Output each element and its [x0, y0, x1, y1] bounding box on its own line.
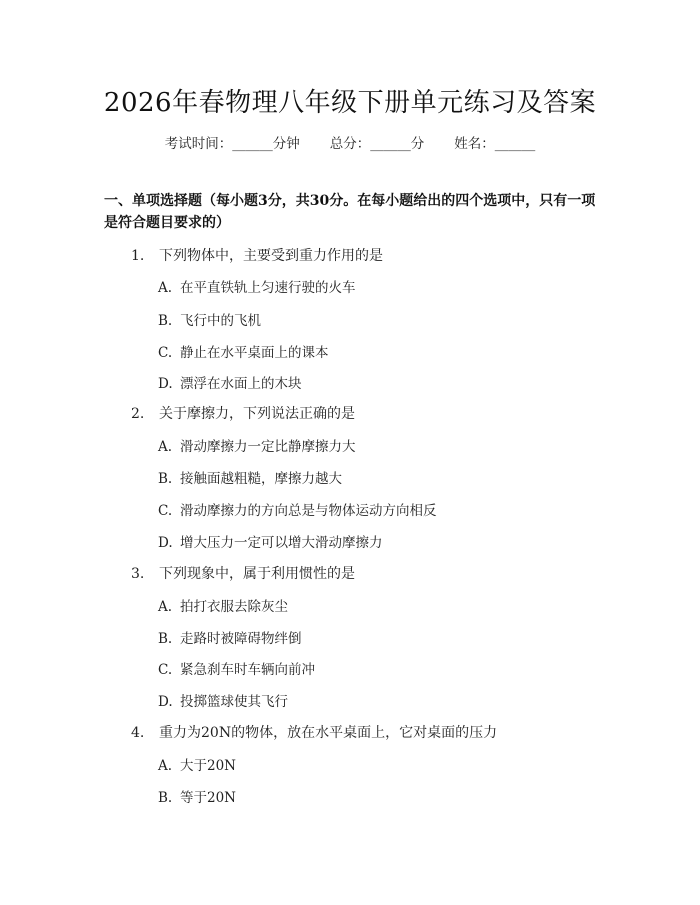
option-letter: D. — [158, 376, 173, 392]
q3-option-c — [158, 658, 315, 678]
option-text: 走路时被障碍物绊倒 — [180, 631, 302, 647]
option-text: 在平直铁轨上匀速行驶的火车 — [180, 280, 356, 296]
option-letter: B. — [158, 313, 173, 329]
section-heading: 一、单项选择题（每小题3分，共30分。在每小题给出的四个选项中，只有一项是符合题目要求的） — [104, 193, 596, 231]
option-letter: A. — [158, 280, 173, 296]
option-text: 滑动摩擦力一定比静摩擦力大 — [180, 439, 356, 455]
q2-option-b — [158, 467, 342, 487]
option-letter: C. — [158, 345, 173, 361]
option-letter: D. — [158, 694, 173, 710]
option-text: 投掷篮球使其飞行 — [180, 694, 288, 710]
question-text: 下列现象中，属于利用惯性的是 — [159, 566, 355, 582]
option-letter: A. — [158, 439, 173, 455]
page-title: 2026年春物理八年级下册单元练习及答案 — [103, 88, 597, 118]
question-number: 4. — [131, 725, 145, 741]
q4-option-b — [158, 786, 236, 806]
question-number: 3. — [131, 566, 145, 582]
option-letter: B. — [158, 471, 173, 487]
option-text: 静止在水平桌面上的课本 — [180, 345, 329, 361]
question-text: 下列物体中，主要受到重力作用的是 — [159, 248, 383, 264]
option-text: 大于20N — [180, 758, 236, 774]
option-letter: A. — [158, 758, 173, 774]
q1-option-b — [158, 309, 261, 329]
question-1 — [131, 245, 383, 265]
question-4 — [131, 722, 497, 742]
question-text: 重力为20N的物体，放在水平桌面上，它对桌面的压力 — [159, 725, 498, 741]
question-2 — [131, 403, 355, 423]
q2-option-c — [158, 499, 437, 519]
option-letter: D. — [158, 535, 173, 551]
option-text: 飞行中的飞机 — [180, 313, 261, 329]
question-number: 2. — [131, 406, 145, 422]
option-text: 漂浮在水面上的木块 — [180, 376, 302, 392]
total-score-field: 总分：______分 — [329, 136, 425, 152]
q1-option-c — [158, 341, 329, 361]
exam-meta-line — [0, 132, 700, 152]
q3-option-a — [158, 595, 288, 615]
option-letter: A. — [158, 599, 173, 615]
option-text: 等于20N — [180, 790, 236, 806]
q3-option-b — [158, 627, 302, 647]
q4-option-a — [158, 754, 236, 774]
question-3 — [131, 563, 355, 583]
q3-option-d — [158, 690, 288, 710]
question-number: 1. — [131, 248, 145, 264]
option-text: 拍打衣服去除灰尘 — [180, 599, 288, 615]
option-letter: C. — [158, 662, 173, 678]
option-text: 增大压力一定可以增大滑动摩擦力 — [180, 535, 383, 551]
option-letter: C. — [158, 503, 173, 519]
option-letter: B. — [158, 790, 173, 806]
q1-option-a — [158, 276, 356, 296]
option-letter: B. — [158, 631, 173, 647]
q1-option-d — [158, 372, 302, 392]
q2-option-d — [158, 531, 383, 551]
exam-time-field: 考试时间：______分钟 — [164, 136, 300, 152]
option-text: 接触面越粗糙，摩擦力越大 — [180, 471, 342, 487]
option-text: 紧急刹车时车辆向前冲 — [180, 662, 315, 678]
student-name-field: 姓名：______ — [454, 136, 536, 152]
option-text: 滑动摩擦力的方向总是与物体运动方向相反 — [180, 503, 437, 519]
q2-option-a — [158, 435, 356, 455]
question-text: 关于摩擦力，下列说法正确的是 — [159, 406, 355, 422]
